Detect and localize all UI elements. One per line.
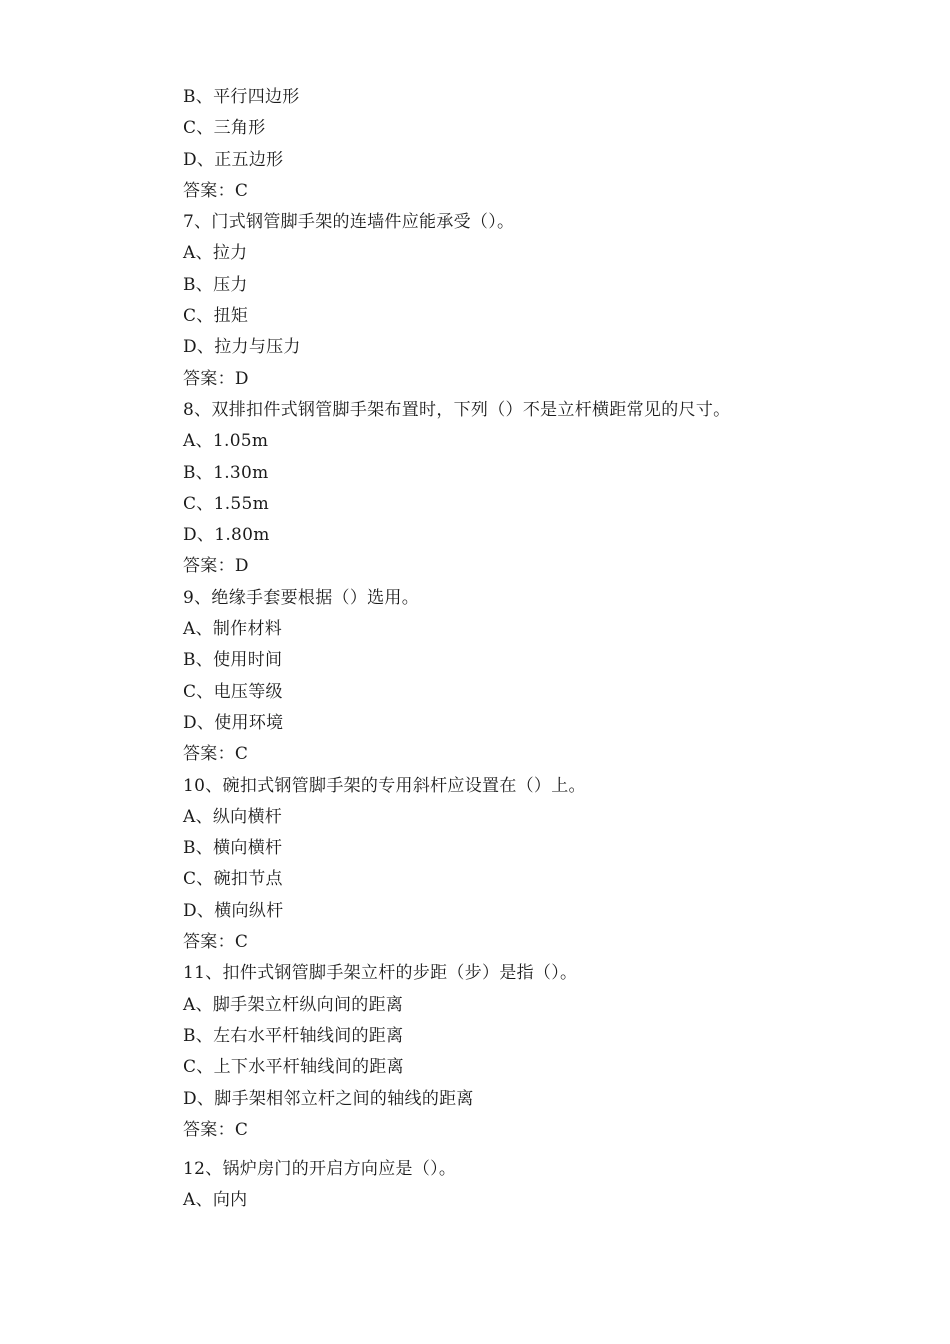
question-9: 9、绝缘手套要根据（）选用。 (183, 587, 420, 608)
option-b-q6: B、平行四边形 (183, 87, 300, 107)
answer-q9: 答案：C (183, 744, 249, 765)
option-a-q9: A、制作材料 (183, 619, 283, 640)
option-c-q7: C、扭矩 (183, 306, 249, 327)
option-b-q11: B、左右水平杆轴线间的距离 (183, 1025, 404, 1046)
option-d-q11: D、脚手架相邻立杆之间的轴线的距离 (183, 1088, 474, 1109)
option-d-q7: D、拉力与压力 (183, 337, 301, 358)
question-8: 8、双排扣件式钢管脚手架布置时，下列（）不是立杆横距常见的尺寸。 (183, 399, 731, 420)
option-b-q10: B、横向横杆 (183, 838, 283, 859)
option-d-q10: D、横向纵杆 (183, 900, 284, 921)
answer-q7: 答案：D (183, 368, 249, 389)
question-7: 7、门式钢管脚手架的连墙件应能承受（）。 (183, 212, 515, 233)
answer-q11: 答案：C (183, 1119, 249, 1140)
option-a-q12: A、向内 (183, 1190, 248, 1211)
option-c-q9: C、电压等级 (183, 681, 283, 702)
option-b-q7: B、压力 (183, 274, 248, 295)
option-d-q9: D、使用环境 (183, 712, 284, 733)
answer-q8: 答案：D (183, 556, 249, 577)
option-b-q9: B、使用时间 (183, 650, 283, 671)
option-a-q10: A、纵向横杆 (183, 806, 283, 827)
option-b-q8: B、1.30m (183, 462, 269, 483)
question-12: 12、锅炉房门的开启方向应是（）。 (183, 1159, 457, 1180)
option-a-q8: A、1.05m (183, 431, 269, 452)
question-11: 11、扣件式钢管脚手架立杆的步距（步）是指（）。 (183, 963, 578, 984)
answer-q6: 答案：C (183, 180, 249, 201)
option-c-q10: C、碗扣节点 (183, 869, 283, 890)
option-a-q7: A、拉力 (183, 243, 248, 264)
answer-q10: 答案：C (183, 932, 249, 953)
option-c-q8: C、1.55m (183, 493, 270, 514)
option-d-q6: D、正五边形 (183, 149, 284, 170)
document-body (183, 82, 883, 1217)
paragraph-gap (183, 1146, 883, 1154)
option-c-q11: C、上下水平杆轴线间的距离 (183, 1057, 404, 1078)
option-c-q6: C、三角形 (183, 118, 266, 139)
question-10: 10、碗扣式钢管脚手架的专用斜杆应设置在（）上。 (183, 775, 586, 796)
option-a-q11: A、脚手架立杆纵向间的距离 (183, 994, 404, 1015)
option-d-q8: D、1.80m (183, 525, 270, 546)
